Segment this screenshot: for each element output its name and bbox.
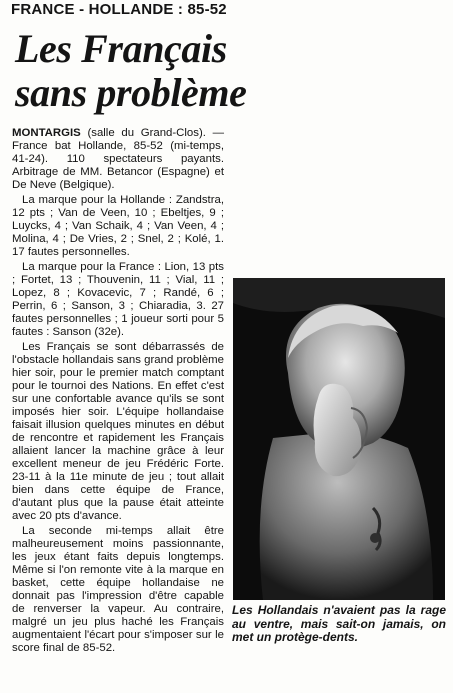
score-holland: La marque pour la Hollande : Zandstra, 12 pts ; Van de Veen, 10 ; Ebeltjes, 9 ; Luycks, 4 ; Van Schaik, 4 ; Van Veen, 4 ; Molina, 4 ; De Vries, 2 ; Snel, 2 ; Kolé, 1. 17 fautes personnelles. [12,194,224,258]
body-paragraph-1: Les Français se sont débarrassés de l'obstacle hollandais sans grand problème hier soir, pour le premier match comptant pour le tournoi des Nations. En effet c'est sur une confortable avance qu'ils se sont imposés hier soir. L'équipe hollandaise faisait illusion quelques minutes en début de rencontre et rapidement les Français allaient lancer la machine grâce à leur excellent meneur de jeu Frédéric Forte. 23-11 à la 11e minute de jeu ; tout allait bien dans cette équipe de France, d'autant plus que la pause était atteinte avec 20 pts d'avance. [12,341,224,522]
article-intro [12,127,224,192]
player-photo-image [233,278,445,600]
body-paragraph-2: La seconde mi-temps allait être malheureusement moins passionnante, les jeux étant faits depuis longtemps. Même si l'on remonte vite à la marque en basket, cette équipe hollandaise ne donnait pas l'impression d'être capable de renverser la vapeur. Au contraire, malgré un jeu plus haché les Français augmentaient l'écart pour s'imposer sur le score final de 85-52. [12,525,224,654]
headline-line-1: Les Français [15,26,227,71]
headline-line-2: sans problème [15,70,247,115]
headline [15,27,445,115]
kicker: FRANCE - HOLLANDE : 85-52 [11,1,227,18]
player-photo [233,278,445,600]
dateline: MONTARGIS [12,127,81,139]
photo-caption: Les Hollandais n'avaient pas la rage au ventre, mais sait-on jamais, on met un protège-dents. [232,603,446,645]
intro-text: (salle du Grand-Clos). — France bat Hollande, 85-52 (mi-temps, 41-24). 110 spectateurs payants. Arbitrage de MM. Betancor (Espagne) et De Neve (Belgique). [12,127,224,191]
article-column-left [12,127,224,657]
score-france: La marque pour la France : Lion, 13 pts ; Fortet, 13 ; Thouvenin, 11 ; Vial, 11 ; Lopez, 8 ; Kovacevic, 7 ; Randé, 6 ; Perrin, 6 ; Sanson, 3 ; Chiaradia, 3. 27 fautes personnelles ; 1 joueur sorti pour 5 fautes : Sanson (32e). [12,261,224,338]
